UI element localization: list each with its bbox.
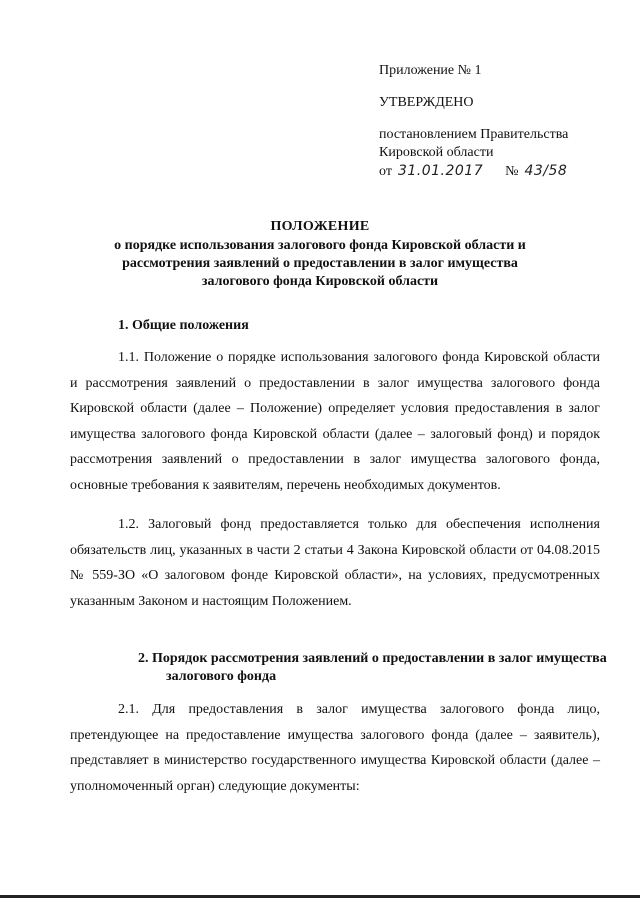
handwritten-number: 43/58: [524, 163, 568, 179]
title-main: ПОЛОЖЕНИЕ: [270, 219, 370, 234]
page-bottom-edge: [0, 895, 640, 898]
approval-block: [379, 62, 619, 181]
section-1-heading: 1. Общие положения: [118, 318, 249, 333]
document-title: [100, 218, 540, 291]
date-prefix: от: [379, 164, 392, 179]
title-line-3: залогового фонда Кировской области: [201, 274, 439, 289]
appendix-label: Приложение № 1: [379, 63, 482, 78]
section-2-heading: 2. Порядок рассмотрения заявлений о предоставлении в залог имущества залогового фонда: [138, 651, 607, 684]
paragraph-1-1: [70, 345, 600, 498]
paragraph-2-1: [70, 697, 600, 799]
paragraph-1-2-text: 1.2. Залоговый фонд предоставляется только для обеспечения исполнения обязательств лиц, указанных в части 2 статьи 4 Закона Кировской области от 04.08.2015 № 559-ЗО «О залоговом фонде Кировской области», на условиях, предусмотренных указанным Законом и настоящим Положением.: [70, 517, 600, 609]
approved-label: УТВЕРЖДЕНО: [379, 95, 474, 110]
paragraph-1-2: [70, 512, 600, 614]
handwritten-date: 31.01.2017: [397, 163, 484, 179]
title-line-1: о порядке использования залогового фонда Кировской области и: [114, 238, 526, 253]
decree-line-2: Кировской области: [379, 145, 494, 160]
decree-date-row: [379, 162, 619, 181]
decree-line-1: постановлением Правительства: [379, 127, 569, 142]
paragraph-2-1-text: 2.1. Для предоставления в залог имущества залогового фонда лицо, претендующее на предоставление имущества залогового фонда (далее – заявитель), представляет в министерство государственного имущества Кировской области (далее – уполномоченный орган) следующие документы:: [70, 702, 600, 794]
paragraph-1-1-text: 1.1. Положение о порядке использования залогового фонда Кировской области и рассмотрения заявлений о предоставлении в залог имущества залогового фонда Кировской области (далее – Положение) определяет условия предоставления в залог имущества залогового фонда Кировской области (далее – залоговый фонд) и порядок рассмотрения заявлений о предоставлении в залог имущества залогового фонда, основные требования к заявителям, перечень необходимых документов.: [70, 350, 600, 493]
title-line-2: рассмотрения заявлений о предоставлении в залог имущества: [122, 256, 518, 271]
number-sign: №: [505, 164, 519, 179]
